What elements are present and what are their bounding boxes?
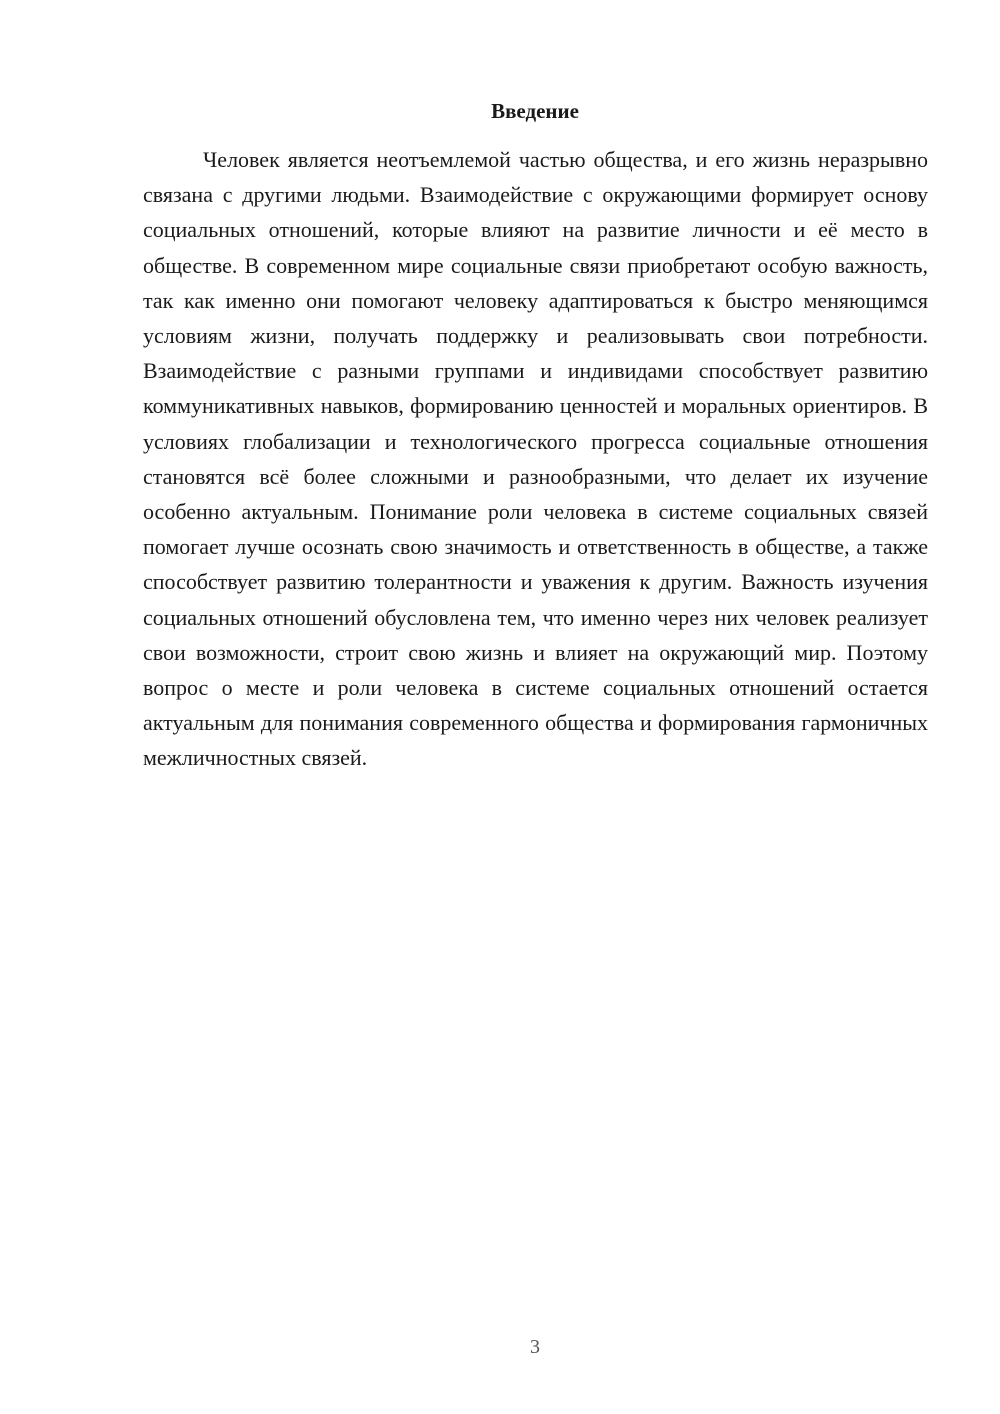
section-heading: Введение: [491, 99, 579, 123]
body-paragraph: Человек является неотъемлемой частью общества, и его жизнь неразрывно связана с другими людьми. Взаимодействие с окружающими формирует основу социальных отношений, которые влияют на развитие личности и её место в обществе. В современном мире социальные связи приобретают особую важность, так как именно они помогают человеку адаптироваться к быстро меняющимся условиям жизни, получать поддержку и реализовывать свои потребности. Взаимодействие с разными группами и индивидами способствует развитию коммуникативных навыков, формированию ценностей и моральных ориентиров. В условиях глобализации и технологического прогресса социальные отношения становятся всё более сложными и разнообразными, что делает их изучение особенно актуальным. Понимание роли человека в системе социальных связей помогает лучше осознать свою значимость и ответственность в обществе, а также способствует развитию толерантности и уважения к другим. Важность изучения социальных отношений обусловлена тем, что именно через них человек реализует свои возможности, строит свою жизнь и влияет на окружающий мир. Поэтому вопрос о месте и роли человека в системе социальных отношений остается актуальным для понимания современного общества и формирования гармоничных межличностных связей.: [143, 147, 928, 771]
page-number: 3: [530, 1336, 540, 1358]
